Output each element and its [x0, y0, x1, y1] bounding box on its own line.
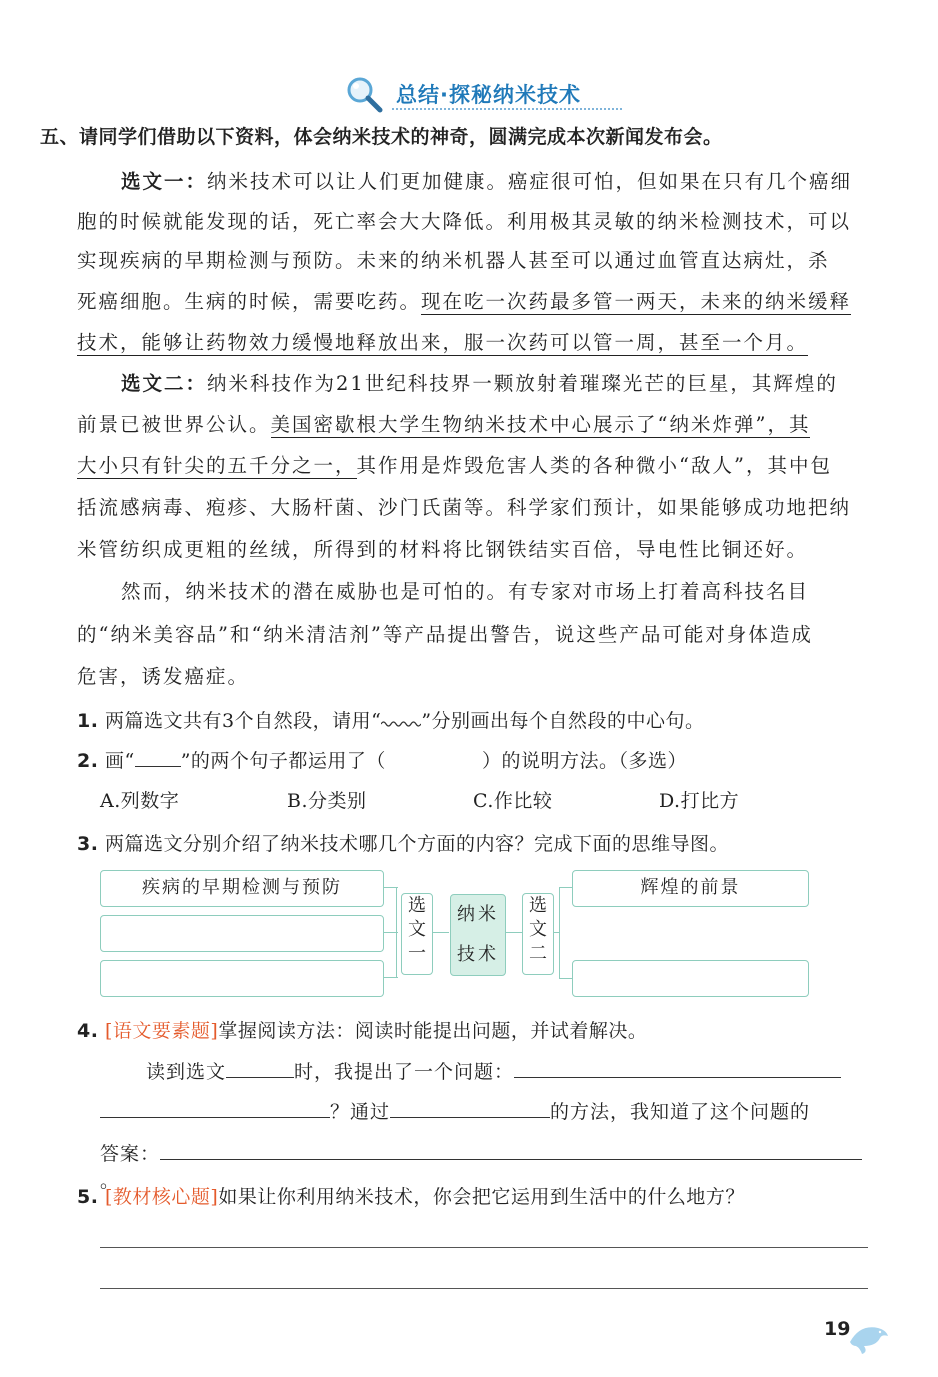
question-text: 时，我提出了一个问题：	[294, 1061, 515, 1083]
passage2-line4: 括流感病毒、疱疹、大肠杆菌、沙门氏菌等。科学家们预计，如果能够成功地把纳	[77, 496, 852, 519]
passage2-text: 然而，纳米技术的潜在威胁也是可怕的。有专家对市场上打着高科技名目	[121, 580, 810, 603]
passage1-line1	[77, 161, 872, 202]
underlined-sentence: 大小只有针尖的五千分之一，	[77, 454, 357, 477]
passage2-text: 其作用是炸毁危害人类的各种微小“敌人”，其中包	[356, 454, 832, 477]
question-text: 两篇选文分别介绍了纳米技术哪几个方面的内容？完成下面的思维导图。	[105, 833, 730, 855]
answer-blank[interactable]	[160, 1141, 862, 1160]
magnifier-icon	[344, 74, 384, 114]
answer-blank[interactable]	[386, 749, 482, 767]
passage1-line3: 实现疾病的早期检测与预防。未来的纳米机器人甚至可以通过血管直达病灶，杀	[77, 249, 830, 272]
answer-blank[interactable]	[226, 1059, 294, 1078]
task-instruction: 五、请同学们借助以下资料，体会纳米技术的神奇，圆满完成本次新闻发布会。	[40, 126, 723, 148]
question-text: 答案：	[100, 1143, 161, 1165]
question-number: 3.	[77, 833, 99, 855]
answer-blank[interactable]	[390, 1099, 550, 1118]
passage2-text: 前景已被世界公认。	[77, 413, 271, 436]
passage2-line6	[77, 571, 872, 612]
label-char: 选	[408, 895, 426, 916]
passage2-line5: 米管纺织成更粗的丝绒，所得到的材料将比钢铁结实百倍，导电性比铜还好。	[77, 538, 809, 561]
underline-sample	[135, 748, 181, 767]
question-text: 两篇选文共有3个自然段，请用“	[105, 710, 382, 732]
question-number: 4.	[77, 1020, 99, 1042]
answer-blank[interactable]	[100, 1099, 330, 1118]
passage2-line8: 危害，诱发癌症。	[77, 665, 250, 688]
question-4	[77, 1016, 647, 1043]
question-text: ”的两个句子都运用了（	[180, 750, 386, 772]
question-2	[77, 746, 687, 773]
mindmap-left-box-3[interactable]	[100, 960, 384, 997]
passage2-label: 选文二：	[121, 372, 208, 395]
mindmap-label-passage1	[401, 893, 433, 975]
label-char: 一	[408, 943, 426, 964]
question-text: ）的说明方法。（多选）	[481, 750, 687, 772]
center-text: 技术	[457, 944, 499, 965]
question-5	[77, 1182, 745, 1209]
page-number: 19	[824, 1318, 851, 1340]
connector	[559, 978, 572, 979]
option-c[interactable]: C.作比较	[473, 790, 553, 812]
answer-blank[interactable]	[514, 1059, 841, 1078]
question-1	[77, 706, 705, 733]
question-tag: [教材核心题]	[105, 1186, 219, 1208]
connector	[559, 887, 560, 979]
passage2-line7: 的“纳米美容品”和“纳米清洁剂”等产品提出警告，说这些产品可能对身体造成	[77, 623, 813, 646]
passage2-line3	[77, 445, 872, 486]
connector	[433, 932, 449, 933]
wavy-line-icon	[381, 717, 421, 727]
question-number: 1.	[77, 710, 99, 732]
passage2-line1	[77, 363, 872, 404]
question-3	[77, 829, 729, 856]
passage2-text: 纳米科技作为21世纪科技界一颗放射着璀璨光芒的巨星，其辉煌的	[207, 372, 838, 395]
mindmap-right-box-2[interactable]	[572, 960, 809, 997]
question-text: ”分别画出每个自然段的中心句。	[421, 710, 705, 732]
label-char: 二	[529, 943, 547, 964]
connector	[554, 932, 560, 933]
center-text: 纳米	[457, 904, 499, 925]
option-a[interactable]: A.列数字	[100, 790, 180, 812]
question-text: 掌握阅读方法：阅读时能提出问题，并试着解决。	[218, 1020, 648, 1042]
answer-line[interactable]	[100, 1247, 868, 1248]
mindmap-right-box-1: 辉煌的前景	[572, 870, 809, 907]
question-text: 读到选文	[146, 1061, 227, 1083]
mindmap-left-box-2[interactable]	[100, 915, 384, 952]
question-text: 的方法，我知道了这个问题的	[550, 1101, 811, 1123]
passage1-line5	[77, 322, 872, 363]
question-text: 画“	[105, 750, 135, 772]
header-underline	[392, 108, 622, 110]
question-tag: [语文要素题]	[105, 1020, 219, 1042]
connector	[396, 887, 397, 977]
label-char: 选	[529, 895, 547, 916]
passage1-line4	[77, 281, 872, 322]
passage1-text: 纳米技术可以让人们更加健康。癌症很可怕，但如果在只有几个癌细	[207, 170, 853, 193]
underlined-sentence: 美国密歇根大学生物纳米技术中心展示了“纳米炸弹”，其	[270, 413, 811, 436]
passage1-line2: 胞的时候就能发现的话，死亡率会大大降低。利用极其灵敏的纳米检测技术，可以	[77, 210, 852, 233]
connector	[559, 887, 572, 888]
question-number: 2.	[77, 750, 99, 772]
header-title: 总结·探秘纳米技术	[396, 83, 581, 107]
mindmap-center	[450, 894, 506, 976]
answer-line[interactable]	[100, 1288, 868, 1289]
passage1-label: 选文一：	[121, 170, 208, 193]
underlined-sentence: 现在吃一次药最多管一两天，未来的纳米缓释	[421, 290, 852, 313]
label-char: 文	[529, 919, 547, 940]
question-text: 。	[100, 1170, 121, 1192]
connector	[384, 977, 398, 978]
dolphin-icon	[846, 1316, 890, 1356]
question-text: ？通过	[330, 1101, 391, 1123]
option-d[interactable]: D.打比方	[659, 790, 740, 812]
mindmap-label-passage2	[522, 893, 554, 975]
passage1-text: 死癌细胞。生病的时候，需要吃药。	[77, 290, 422, 313]
question-text: 如果让你利用纳米技术，你会把它运用到生活中的什么地方？	[218, 1186, 745, 1208]
mindmap-left-box-1: 疾病的早期检测与预防	[100, 870, 384, 907]
question-number: 5.	[77, 1186, 99, 1208]
q4-answer-line-2	[100, 1097, 870, 1124]
label-char: 文	[408, 919, 426, 940]
option-b[interactable]: B.分类别	[287, 790, 367, 812]
q4-answer-line-1	[146, 1057, 868, 1084]
passage2-line2	[77, 404, 872, 445]
connector	[506, 932, 522, 933]
underlined-sentence: 技术，能够让药物效力缓慢地释放出来，服一次药可以管一周，甚至一个月。	[77, 331, 809, 354]
